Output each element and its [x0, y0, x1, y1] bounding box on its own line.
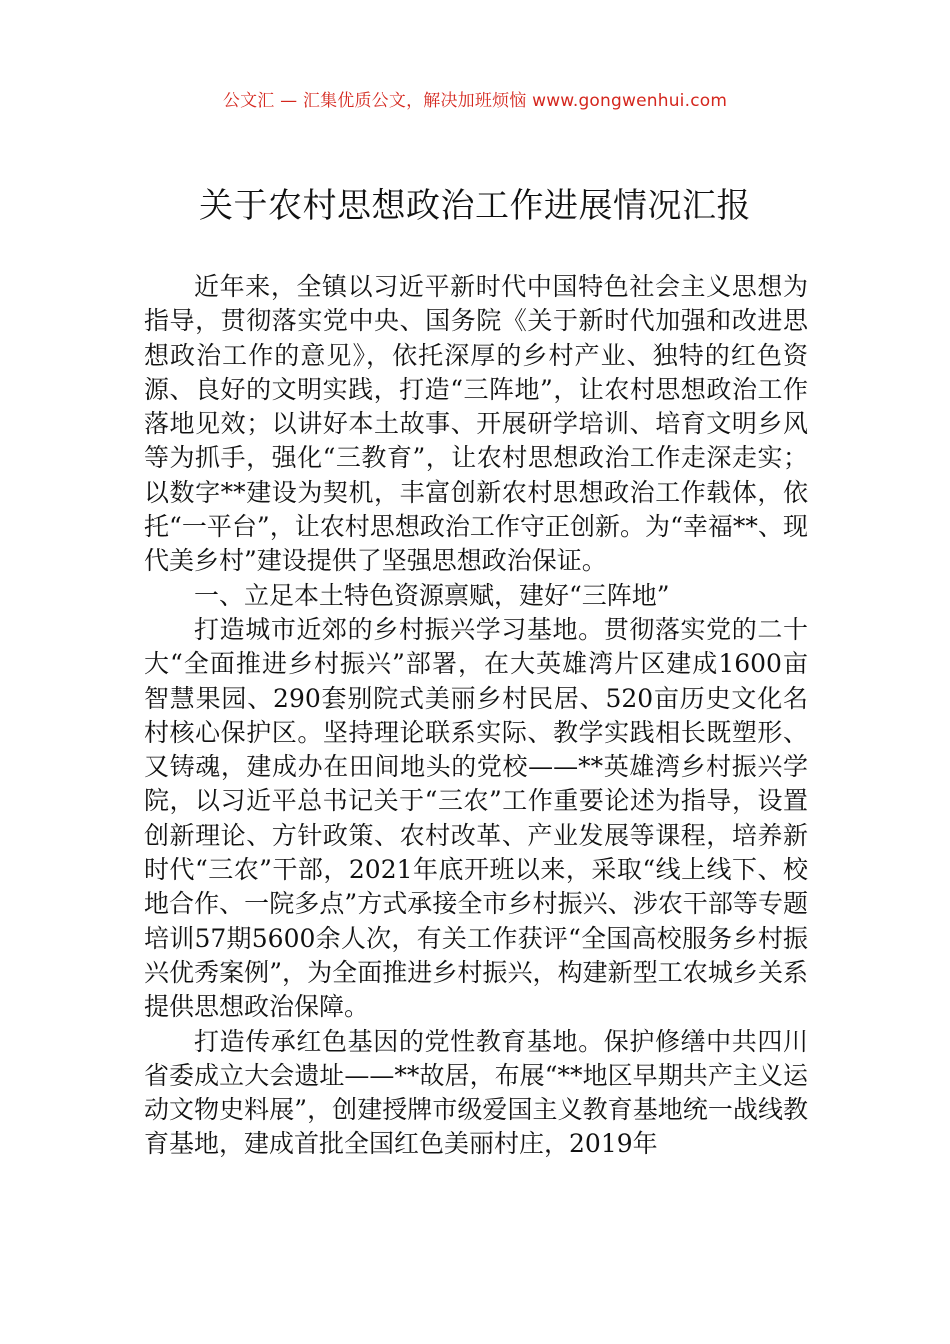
document-title: 关于农村思想政治工作进展情况汇报 — [199, 186, 751, 226]
header-banner: 公文汇 — 汇集优质公文，解决加班烦恼 www.gongwenhui.com — [222, 91, 728, 111]
paragraph-study-base: 打造城市近郊的乡村振兴学习基地。贯彻落实党的二十大“全面推进乡村振兴”部署，在大英雄湾片区建成1600亩智慧果园、290套别院式美丽乡村民居、520亩历史文化名村核心保护区。坚持理论联系实际、教学实践相长既塑形、又铸魂，建成办在田间地头的党校——**英雄湾乡村振兴学院，以习近平总书记关于“三农”工作重要论述为指导，设置创新理论、方针政策、农村改革、产业发展等课程，培养新时代“三农”干部，2021年底开班以来，采取“线上线下、校地合作、一院多点”方式承接全市乡村振兴、涉农干部等专题培训57期5600余人次，有关工作获评“全国高校服务乡村振兴优秀案例”，为全面推进乡村振兴，构建新型工农城乡关系提供思想政治保障。 — [144, 614, 808, 1022]
paragraph-party-education-base: 打造传承红色基因的党性教育基地。保护修缮中共四川省委成立大会遗址——**故居，布展“**地区早期共产主义运动文物史料展”，创建授牌市级爱国主义教育基地统一战线教育基地，建成首批全国红色美丽村庄，2019年 — [144, 1026, 808, 1159]
document-body — [144, 270, 808, 1162]
paragraph-intro: 近年来，全镇以习近平新时代中国特色社会主义思想为指导，贯彻落实党中央、国务院《关于新时代加强和改进思想政治工作的意见》，依托深厚的乡村产业、独特的红色资源、良好的文明实践，打造“三阵地”，让农村思想政治工作落地见效；以讲好本土故事、开展研学培训、培育文明乡风等为抓手，强化“三教育”，让农村思想政治工作走深走实；以数字**建设为契机，丰富创新农村思想政治工作载体，依托“一平台”，让农村思想政治工作守正创新。为“幸福**、现代美乡村”建设提供了坚强思想政治保证。 — [144, 272, 808, 576]
section-heading-1: 一、立足本土特色资源禀赋，建好“三阵地” — [194, 580, 670, 610]
